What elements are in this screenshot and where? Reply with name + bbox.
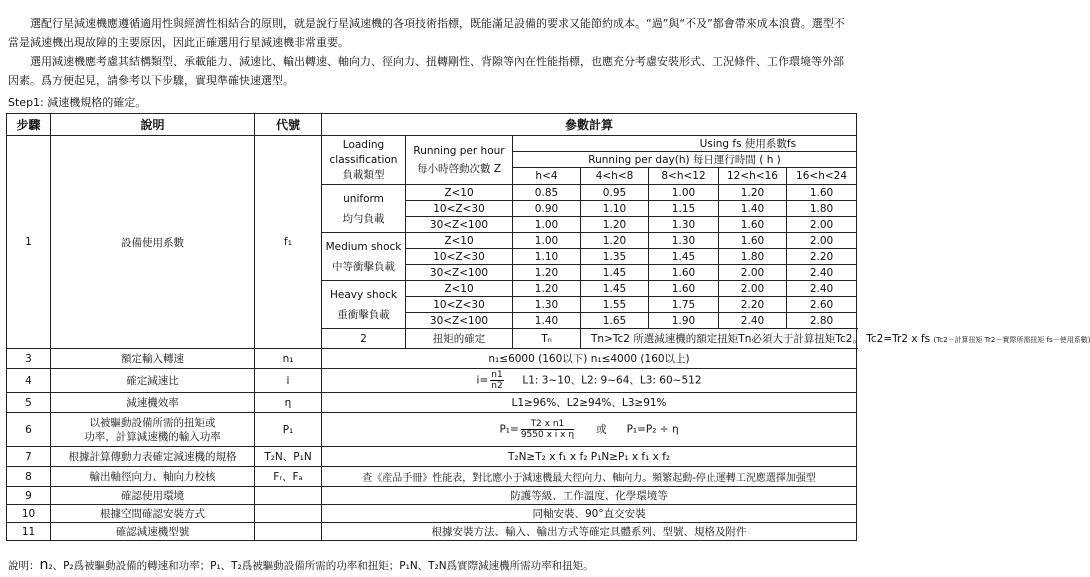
header-desc: 說明 (51, 114, 255, 136)
loading-line1: Loading (342, 138, 385, 151)
fs-value: 2.20 (719, 297, 787, 313)
fs-value: 1.45 (581, 265, 649, 281)
row-10 (7, 505, 857, 523)
intro-paragraph-2: 選用減速機應考慮其結構類型、承載能力、減速比、輸出轉速、軸向力、徑向力、扭轉剛性、背隙等內在性能指標，也應充分考慮安裝形式、工況條件、工作環境等外部因素。爲方便起見，請參考以下步驟，實現準確快速選型。 (8, 55, 844, 87)
fs-value: 1.40 (513, 313, 581, 329)
ratio-denominator: n2 (491, 381, 503, 391)
fs-value: 1.60 (787, 185, 857, 201)
row4-calc-pre: i= (476, 374, 489, 387)
group-medium-cn: 中等衝擊負載 (332, 260, 395, 273)
row-7 (7, 447, 857, 467)
z-range: Z<10 (406, 233, 513, 249)
fs-value: 1.55 (581, 297, 649, 313)
fs-value: 1.35 (581, 249, 649, 265)
row10-desc: 根據空間確認安裝方式 (51, 505, 255, 523)
fs-value: 2.20 (787, 249, 857, 265)
row4-code: i (255, 369, 322, 393)
row-4 (7, 369, 857, 393)
row-3 (7, 349, 857, 369)
row10-code (255, 505, 322, 523)
fs-value: 1.90 (649, 313, 719, 329)
footnote-prefix: 說明： (8, 560, 40, 572)
loading-line3: 負載類型 (342, 168, 385, 181)
row6-desc (51, 413, 255, 447)
fs-value: 1.20 (513, 265, 581, 281)
hours-col-2: 4<h<8 (581, 168, 649, 185)
row6-calc-pre: P₁= (499, 423, 519, 436)
row1-desc: 設備使用系數 (51, 136, 255, 349)
power-denominator: 9550 x i x η (520, 430, 575, 440)
fs-value: 1.60 (649, 265, 719, 281)
fs-value: 1.30 (513, 297, 581, 313)
row5-calc: L1≥96%、L2≥94%、L3≥91% (322, 393, 857, 413)
row8-desc: 輸出軸徑向力、軸向力校核 (51, 467, 255, 487)
fs-value: 2.00 (719, 281, 787, 297)
row7-desc: 根據計算傳動力表確定減速機的規格 (51, 447, 255, 467)
row2-calc-small: (Tc2－計算扭矩 Tr2－實際所需扭矩 fs－使用系數) (933, 336, 1090, 344)
z-range: Z<10 (406, 281, 513, 297)
group-medium-en: Medium shock (325, 240, 402, 253)
row-6 (7, 413, 857, 447)
header-code: 代號 (255, 114, 322, 136)
z-range: 30<Z<100 (406, 217, 513, 233)
row2-calc-main: Tn>Tc2 所選減速機的額定扭矩Tn必須大于計算扭矩Tc2。 Tc2=Tr2 x fs (591, 333, 931, 345)
power-fraction (521, 419, 574, 440)
fs-value: 1.10 (513, 249, 581, 265)
hours-col-4: 12<h<16 (719, 168, 787, 185)
z-range: 30<Z<100 (406, 265, 513, 281)
group-heavy (322, 281, 406, 329)
fs-value: 1.30 (649, 217, 719, 233)
row1-header-a (7, 136, 857, 152)
fs-value: 2.60 (787, 297, 857, 313)
selection-table (6, 113, 1090, 541)
row3-num: 3 (7, 349, 51, 369)
group-uniform (322, 185, 406, 233)
row5-code: η (255, 393, 322, 413)
footnote (8, 557, 594, 573)
fs-value: 1.15 (649, 201, 719, 217)
z-range: 30<Z<100 (406, 313, 513, 329)
header-row (7, 114, 857, 136)
group-heavy-en: Heavy shock (330, 288, 397, 301)
row4-calc-post: L1: 3~10、L2: 9~64、L3: 60~512 (522, 374, 702, 387)
row3-desc: 額定輸入轉速 (51, 349, 255, 369)
fs-value: 0.90 (513, 201, 581, 217)
row3-calc: n₁≤6000 (160以下) n₁≤4000 (160以上) (322, 349, 857, 369)
row6-num: 6 (7, 413, 51, 447)
group-heavy-cn: 重衝擊負載 (337, 308, 390, 321)
row-5 (7, 393, 857, 413)
row1-num: 1 (7, 136, 51, 349)
power-numerator: T2 x n1 (521, 419, 574, 430)
running-header (406, 136, 513, 185)
loading-header (322, 136, 406, 185)
fs-value: 1.30 (649, 233, 719, 249)
fs-value: 1.60 (649, 281, 719, 297)
footnote-text: ₂、P₂爲被驅動設備的轉速和功率；P₁、T₂爲被驅動設備所需的功率和扭矩；P₁N、T₂N爲實際減速機所需功率和扭矩。 (48, 560, 594, 572)
fs-value: 1.80 (787, 201, 857, 217)
fs-value: 1.20 (513, 281, 581, 297)
fs-value: 2.00 (787, 233, 857, 249)
row9-code (255, 487, 322, 505)
row2-desc: 扭矩的確定 (406, 329, 513, 349)
fs-value: 1.10 (581, 201, 649, 217)
fs-value: 1.00 (513, 233, 581, 249)
fs-value: 1.65 (581, 313, 649, 329)
row6-calc-post: P₁=P₂ ÷ η (626, 423, 679, 436)
fs-value: 1.40 (719, 201, 787, 217)
hours-col-5: 16<h<24 (787, 168, 857, 185)
row11-desc: 確認減速機型號 (51, 523, 255, 541)
group-uniform-en: uniform (343, 192, 384, 205)
header-calc: 參數計算 (322, 114, 857, 136)
row11-code (255, 523, 322, 541)
row8-num: 8 (7, 467, 51, 487)
fs-value: 0.85 (513, 185, 581, 201)
fs-value: 2.00 (719, 265, 787, 281)
fs-value: 1.80 (719, 249, 787, 265)
row4-calc (322, 369, 857, 393)
running-line1: Running per hour (413, 145, 505, 157)
row11-num: 11 (7, 523, 51, 541)
row5-num: 5 (7, 393, 51, 413)
row1-code: f₁ (255, 136, 322, 349)
row7-calc: T₂N≥T₂ x f₁ x f₂ P₁N≥P₁ x f₁ x f₂ (322, 447, 857, 467)
row11-calc: 根據安裝方法、輸入、輸出方式等確定具體系列、型號、規格及附件 (322, 523, 857, 541)
fs-value: 1.00 (649, 185, 719, 201)
row9-desc: 確認使用環境 (51, 487, 255, 505)
row6-desc-line2: 功率，計算減速機的輸入功率 (84, 430, 221, 443)
using-fs-header: Using fs 使用系數fs (513, 136, 857, 152)
group-medium (322, 233, 406, 281)
fs-value: 2.00 (787, 217, 857, 233)
fs-value: 2.40 (719, 313, 787, 329)
row-8 (7, 467, 857, 487)
row10-num: 10 (7, 505, 51, 523)
fs-value: 0.95 (581, 185, 649, 201)
fs-value: 1.45 (581, 281, 649, 297)
row2-calc (581, 329, 1090, 349)
fs-value: 1.00 (513, 217, 581, 233)
row10-calc: 同軸安裝、90°直交安裝 (322, 505, 857, 523)
loading-line2: classification (329, 153, 398, 166)
row8-code: Fᵣ、Fₐ (255, 467, 322, 487)
running-line2: 每小時啓動次數 Z (416, 163, 502, 175)
fs-value: 2.40 (787, 281, 857, 297)
ratio-fraction (490, 370, 503, 391)
row5-desc: 減速機效率 (51, 393, 255, 413)
row6-code: P₁ (255, 413, 322, 447)
group-uniform-cn: 均勻負載 (342, 212, 385, 225)
fs-value: 1.20 (581, 233, 649, 249)
per-day-header: Running per day(h) 每日運行時間 ( h ) (513, 152, 857, 168)
fs-value: 2.80 (787, 313, 857, 329)
fs-value: 1.60 (719, 233, 787, 249)
row4-num: 4 (7, 369, 51, 393)
row6-calc (322, 413, 857, 447)
hours-col-3: 8<h<12 (649, 168, 719, 185)
z-range: Z<10 (406, 185, 513, 201)
z-range: 10<Z<30 (406, 297, 513, 313)
row6-desc-line1: 以被驅動設備所需的扭矩或 (89, 416, 216, 429)
header-step: 步驟 (7, 114, 51, 136)
footnote-n: n (39, 557, 49, 573)
row9-calc: 防護等級、工作溫度、化學環境等 (322, 487, 857, 505)
fs-value: 1.20 (581, 217, 649, 233)
z-range: 10<Z<30 (406, 201, 513, 217)
row2-num: 2 (322, 329, 406, 349)
row4-desc: 確定減速比 (51, 369, 255, 393)
fs-value: 1.20 (719, 185, 787, 201)
row8-calc: 查《産品手冊》性能表，對比應小于減速機最大徑向力、軸向力。頻繁起動-停止運轉工況應選擇加强型 (322, 467, 857, 487)
row2-code: Tₙ (513, 329, 581, 349)
row3-code: n₁ (255, 349, 322, 369)
hours-col-1: h<4 (513, 168, 581, 185)
row-11 (7, 523, 857, 541)
row7-code: T₂N、P₁N (255, 447, 322, 467)
row7-num: 7 (7, 447, 51, 467)
z-range: 10<Z<30 (406, 249, 513, 265)
step-title: Step1: 減速機規格的確定。 (8, 96, 147, 109)
intro-paragraph-1: 選配行星減速機應遵循適用性與經濟性相結合的原則，就是說行星減速機的各項技術指標，既能滿足設備的要求又能節約成本。“過”與“不及”都會帶來成本浪費。選型不當是減速機出現故障的主要原因，因此正確選用行星減速機非常重要。 (8, 17, 845, 49)
fs-value: 1.45 (649, 249, 719, 265)
row-9 (7, 487, 857, 505)
fs-value: 1.75 (649, 297, 719, 313)
ratio-numerator: n1 (491, 370, 503, 380)
row9-num: 9 (7, 487, 51, 505)
fs-value: 2.40 (787, 265, 857, 281)
fs-value: 1.60 (719, 217, 787, 233)
row6-calc-or: 或 (596, 423, 607, 436)
intro-text (8, 14, 854, 90)
